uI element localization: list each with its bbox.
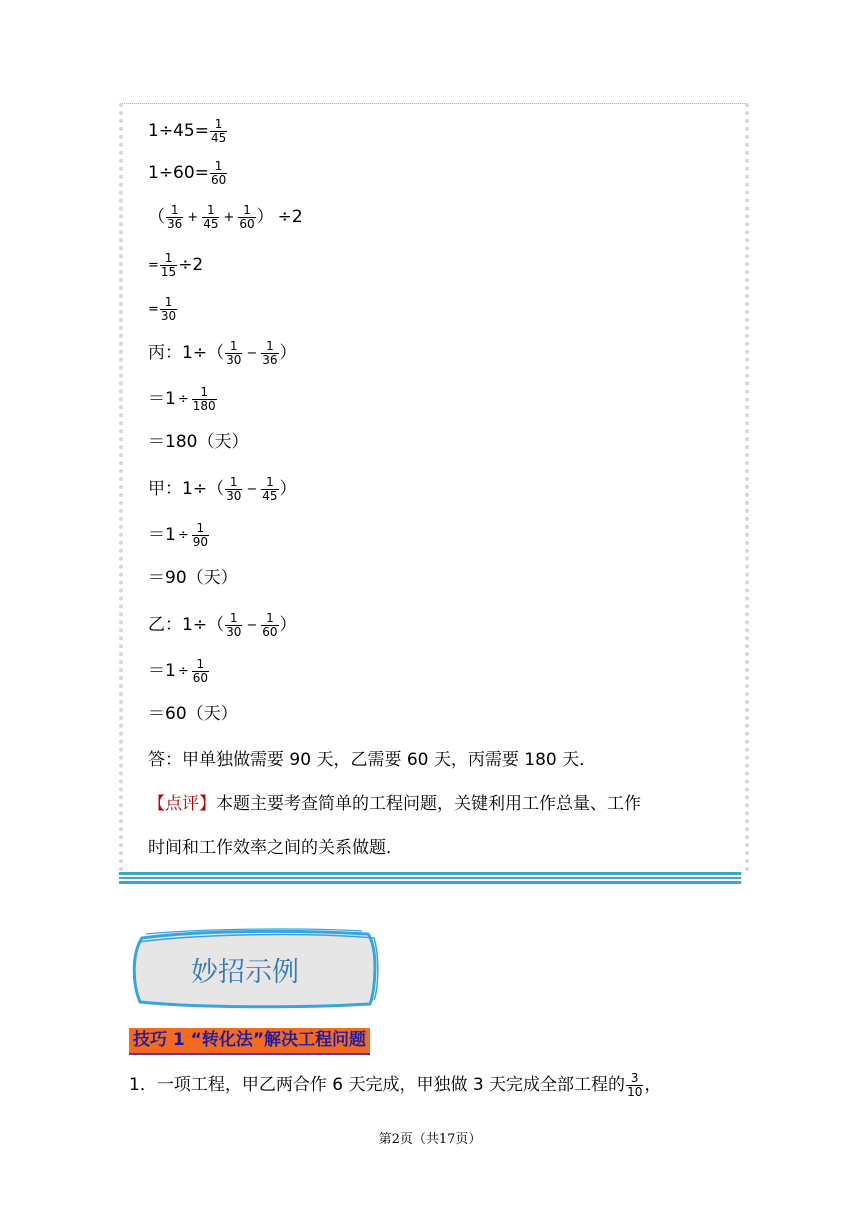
plus-sign: + <box>223 209 235 225</box>
expr: 甲：1÷ <box>148 478 208 499</box>
plus-sign: + <box>187 209 199 225</box>
fraction: $\frac{1}{15}$ <box>160 251 177 279</box>
calc-line-7 <box>148 386 218 412</box>
fraction: $\frac{1}{45}$ <box>203 203 219 231</box>
calc-line-9 <box>148 476 297 502</box>
rule-bottom <box>119 881 741 884</box>
minus-sign: − <box>246 481 258 497</box>
calc-line-10 <box>148 522 210 548</box>
equals: = <box>148 301 159 317</box>
fraction: $\frac{1}{60}$ <box>210 159 227 187</box>
expr: 1÷60= <box>148 162 209 183</box>
divide-sign: ÷ <box>177 391 189 407</box>
divide-sign: ÷ <box>177 527 189 543</box>
section-banner <box>130 928 380 1010</box>
calc-line-3 <box>148 204 303 230</box>
question-line <box>129 1072 661 1098</box>
fraction: $\frac{1}{30}$ <box>160 295 177 323</box>
paren: ） <box>256 206 274 227</box>
calc-line-4 <box>148 252 203 278</box>
comment-text: 本题主要考查简单的工程问题，关键利用工作总量、工作 <box>216 794 641 814</box>
fraction: $\frac{1}{36}$ <box>262 339 278 367</box>
paren: （ <box>148 206 165 227</box>
paren: （ <box>207 614 225 635</box>
comment-line-2: 时间和工作效率之间的关系做题． <box>148 838 403 858</box>
expr: 1÷45= <box>148 120 209 141</box>
fraction: $\frac{1}{30}$ <box>226 611 242 639</box>
paren: （ <box>207 342 225 363</box>
calc-line-14: ＝60（天） <box>148 704 238 724</box>
fraction: $\frac{1}{60}$ <box>239 203 255 231</box>
paren: （ <box>207 478 225 499</box>
fraction: $\frac{1}{60}$ <box>262 611 278 639</box>
tip-label: 技巧 1 “转化法”解决工程问题 <box>129 1028 370 1055</box>
calc-line-5 <box>148 296 178 322</box>
fraction: $\frac{1}{45}$ <box>210 117 227 145</box>
calc-line-13 <box>148 658 210 684</box>
question-tail: ， <box>644 1074 662 1095</box>
equals: = <box>148 257 159 273</box>
fraction: $\frac{1}{45}$ <box>262 475 278 503</box>
calc-line-2 <box>148 160 228 186</box>
divide-sign: ÷ <box>177 663 189 679</box>
expr: ＝1 <box>148 524 176 545</box>
minus-sign: − <box>246 345 258 361</box>
fraction: $\frac{1}{180}$ <box>192 385 216 413</box>
calc-line-11: ＝90（天） <box>148 568 238 588</box>
page-footer: 第2页（共17页） <box>378 1132 482 1147</box>
expr: ＝1 <box>148 660 176 681</box>
expr: ÷2 <box>178 254 204 275</box>
fraction: $\frac{1}{60}$ <box>192 657 209 685</box>
fraction: $\frac{1}{30}$ <box>226 339 242 367</box>
paren: ） <box>279 342 297 363</box>
answer-line: 答：甲单独做需要 90 天，乙需要 60 天，丙需要 180 天． <box>148 750 597 770</box>
rule-middle <box>119 877 741 879</box>
banner-title: 妙招示例 <box>191 956 299 988</box>
expr: ＝1 <box>148 388 176 409</box>
question-text: 1．一项工程，甲乙两合作 6 天完成，甲独做 3 天完成全部工程的 <box>129 1074 626 1095</box>
expr: 丙：1÷ <box>148 342 208 363</box>
calc-line-8: ＝180（天） <box>148 432 249 452</box>
expr: ÷2 <box>277 206 303 227</box>
comment-line-1 <box>148 796 641 813</box>
fraction: $\frac{1}{30}$ <box>226 475 242 503</box>
fraction: $\frac{1}{36}$ <box>167 203 183 231</box>
expr: 乙：1÷ <box>148 614 208 635</box>
paren: ） <box>279 478 297 499</box>
rule-top <box>119 872 741 875</box>
fraction: $\frac{1}{90}$ <box>192 521 209 549</box>
fraction: $\frac{3}{10}$ <box>627 1071 643 1099</box>
calc-line-1 <box>148 118 228 144</box>
comment-tag: 【点评】 <box>148 794 216 814</box>
calc-line-12 <box>148 612 297 638</box>
minus-sign: − <box>246 617 258 633</box>
paren: ） <box>279 614 297 635</box>
calc-line-6 <box>148 340 297 366</box>
